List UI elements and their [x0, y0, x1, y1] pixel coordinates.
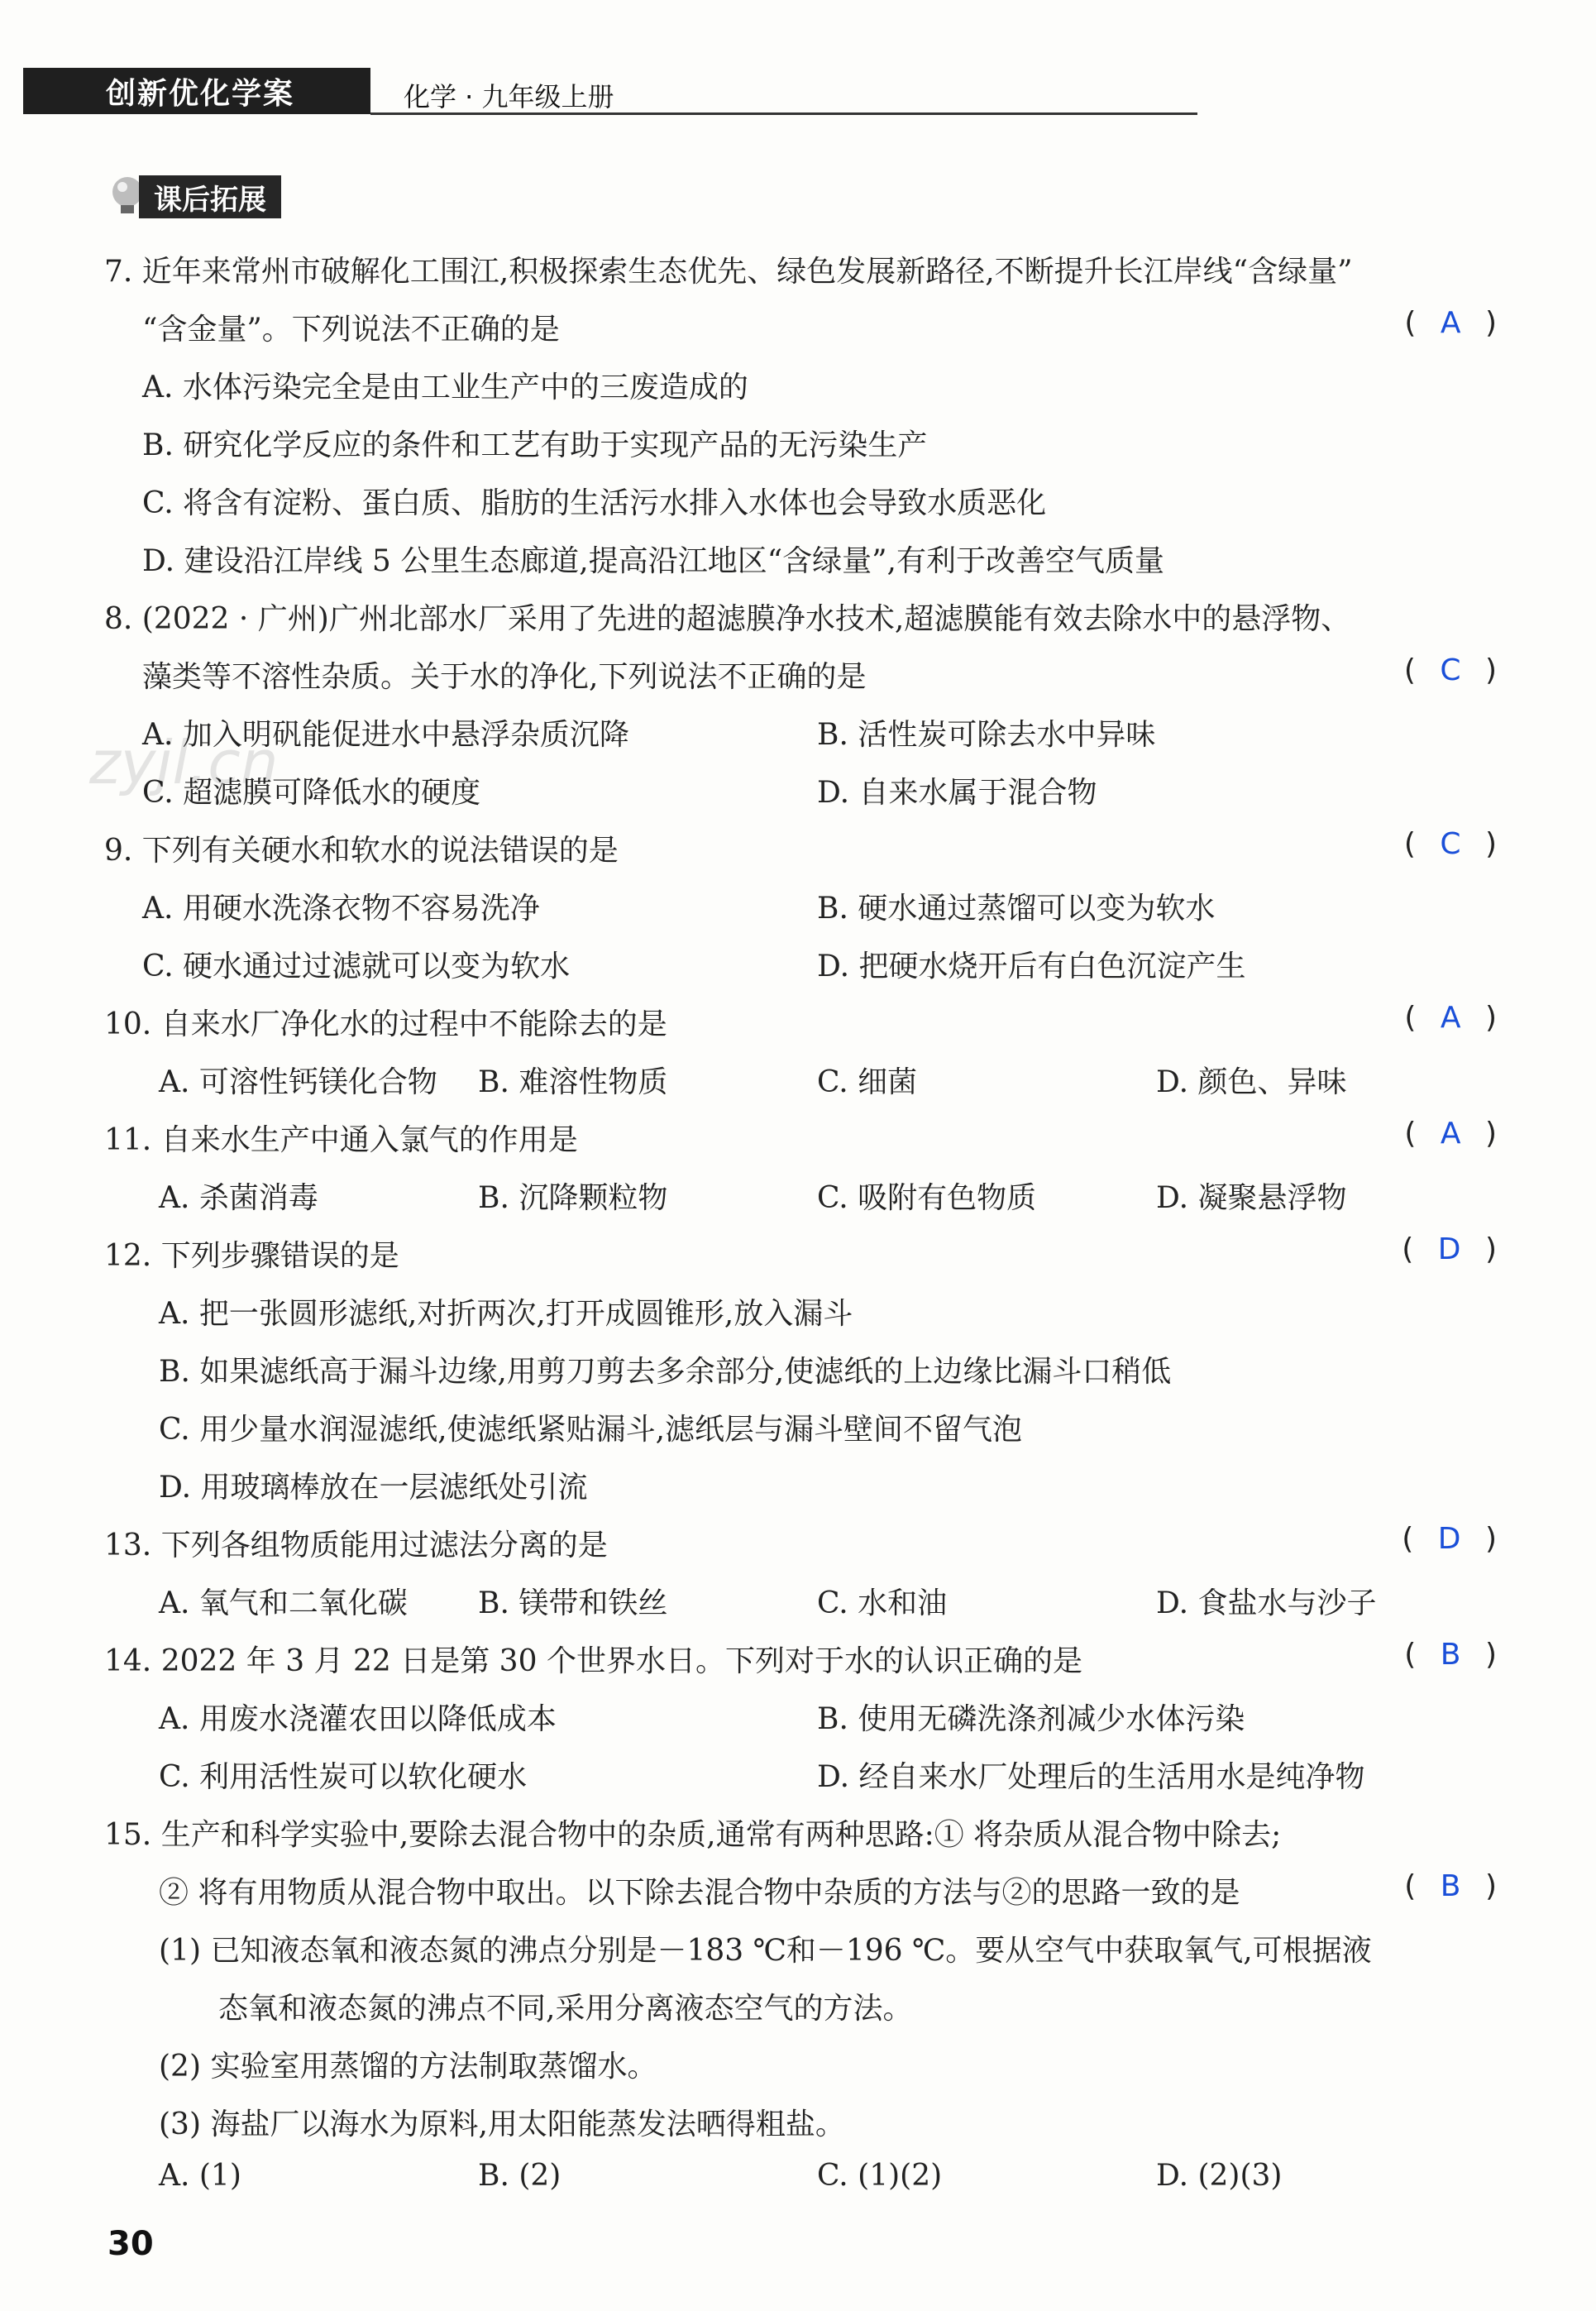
question-text: 11. 自来水生产中通入氯气的作用是: [104, 1123, 578, 1157]
option: B. 使用无磷洗涤剂减少水体污染: [817, 1702, 1245, 1736]
question-text: 10. 自来水厂净化水的过程中不能除去的是: [104, 1007, 667, 1041]
option: D. 经自来水厂处理后的生活用水是纯净物: [817, 1760, 1365, 1794]
option: D. 颜色、异味: [1156, 1065, 1347, 1099]
page-number: 30: [108, 2225, 154, 2263]
option: D. 建设沿江岸线 5 公里生态廊道,提高沿江地区“含绿量”,有利于改善空气质量: [142, 544, 1164, 578]
answer-value: D: [1437, 1232, 1461, 1266]
sub-item: 态氧和液态氮的沸点不同,采用分离液态空气的方法。: [218, 1992, 913, 2026]
option: D. 把硬水烧开后有白色沉淀产生: [817, 950, 1246, 983]
series-title: 创新优化学案: [106, 76, 295, 111]
option: C. 将含有淀粉、蛋白质、脂肪的生活污水排入水体也会导致水质恶化: [142, 486, 1047, 520]
answer-box: ( B ): [1404, 1869, 1497, 1903]
option: B. 镁带和铁丝: [478, 1586, 668, 1620]
sub-item: (1) 已知液态氧和液态氮的沸点分别是－183 ℃和－196 ℃。要从空气中获取氧气,可根据液: [159, 1934, 1372, 1968]
option: B. 硬水通过蒸馏可以变为软水: [817, 892, 1216, 926]
series-banner: [23, 68, 370, 114]
sub-item: (3) 海盐厂以海水为原料,用太阳能蒸发法晒得粗盐。: [159, 2108, 845, 2141]
answer-box: ( A ): [1404, 1117, 1497, 1151]
sub-item: (2) 实验室用蒸馏的方法制取蒸馏水。: [159, 2050, 657, 2084]
subject-title: 化学 · 九年级上册: [404, 81, 614, 112]
answer-box: ( C ): [1403, 827, 1497, 861]
question-text: 8. (2022 · 广州)广州北部水厂采用了先进的超滤膜净水技术,超滤膜能有效去除水中的悬浮物、: [104, 602, 1351, 636]
answer-value: B: [1440, 1638, 1461, 1672]
answer-value: A: [1440, 1001, 1461, 1035]
option: B. (2): [478, 2159, 561, 2193]
option: C. 水和油: [817, 1586, 948, 1620]
option: A. 加入明矾能促进水中悬浮杂质沉降: [142, 718, 629, 752]
answer-value: D: [1437, 1522, 1461, 1556]
question-text: “含金量”。下列说法不正确的是: [142, 313, 560, 347]
section-title: 课后拓展: [139, 175, 281, 218]
answer-box: ( C ): [1403, 653, 1497, 687]
option: D. 凝聚悬浮物: [1156, 1181, 1347, 1215]
option: C. 用少量水润湿滤纸,使滤纸紧贴漏斗,滤纸层与漏斗壁间不留气泡: [159, 1413, 1023, 1447]
answer-box: ( B ): [1404, 1638, 1497, 1672]
question-text: 14. 2022 年 3 月 22 日是第 30 个世界水日。下列对于水的认识正确的是: [104, 1644, 1082, 1678]
option: A. 可溶性钙镁化合物: [159, 1065, 437, 1099]
answer-value: C: [1440, 653, 1461, 687]
question-text: 15. 生产和科学实验中,要除去混合物中的杂质,通常有两种思路:① 将杂质从混合物中除去;: [104, 1818, 1282, 1852]
answer-value: A: [1440, 306, 1461, 340]
option: B. 如果滤纸高于漏斗边缘,用剪刀剪去多余部分,使滤纸的上边缘比漏斗口稍低: [159, 1355, 1172, 1389]
question-text: 9. 下列有关硬水和软水的说法错误的是: [104, 834, 619, 868]
answer-value: C: [1440, 827, 1461, 861]
option: B. 难溶性物质: [478, 1065, 668, 1099]
watermark: zyjl.cn: [89, 728, 279, 797]
answer-box: ( D ): [1402, 1232, 1497, 1266]
answer-value: A: [1440, 1117, 1461, 1151]
option: D. 自来水属于混合物: [817, 776, 1097, 810]
option: B. 沉降颗粒物: [478, 1181, 668, 1215]
answer-box: ( A ): [1404, 306, 1497, 340]
option: A. (1): [159, 2159, 241, 2193]
option: C. 细菌: [817, 1065, 918, 1099]
answer-value: B: [1440, 1869, 1461, 1903]
option: D. 用玻璃棒放在一层滤纸处引流: [159, 1471, 588, 1505]
option: D. (2)(3): [1156, 2159, 1283, 2193]
answer-box: ( A ): [1404, 1001, 1497, 1035]
option: A. 水体污染完全是由工业生产中的三废造成的: [142, 371, 748, 404]
option: A. 用废水浇灌农田以降低成本: [159, 1702, 557, 1736]
option: C. 超滤膜可降低水的硬度: [142, 776, 481, 810]
option: C. 利用活性炭可以软化硬水: [159, 1760, 528, 1794]
answer-box: ( D ): [1402, 1522, 1497, 1556]
question-text: ② 将有用物质从混合物中取出。以下除去混合物中杂质的方法与②的思路一致的是: [159, 1876, 1240, 1910]
question-text: 12. 下列步骤错误的是: [104, 1239, 399, 1273]
option: C. 吸附有色物质: [817, 1181, 1037, 1215]
option: A. 用硬水洗涤衣物不容易洗净: [142, 892, 540, 926]
option: B. 活性炭可除去水中异味: [817, 718, 1156, 752]
option: B. 研究化学反应的条件和工艺有助于实现产品的无污染生产: [142, 428, 928, 462]
header-divider: [370, 112, 1197, 115]
option: C. 硬水通过过滤就可以变为软水: [142, 950, 571, 983]
question-text: 13. 下列各组物质能用过滤法分离的是: [104, 1529, 608, 1562]
question-text: 藻类等不溶性杂质。关于水的净化,下列说法不正确的是: [142, 660, 867, 694]
question-text: 7. 近年来常州市破解化工围江,积极探索生态优先、绿色发展新路径,不断提升长江岸线“含绿量”: [104, 255, 1353, 289]
option: A. 杀菌消毒: [159, 1181, 318, 1215]
option: A. 把一张圆形滤纸,对折两次,打开成圆锥形,放入漏斗: [159, 1297, 853, 1331]
option: D. 食盐水与沙子: [1156, 1586, 1377, 1620]
option: A. 氧气和二氧化碳: [159, 1586, 408, 1620]
option: C. (1)(2): [817, 2159, 943, 2193]
